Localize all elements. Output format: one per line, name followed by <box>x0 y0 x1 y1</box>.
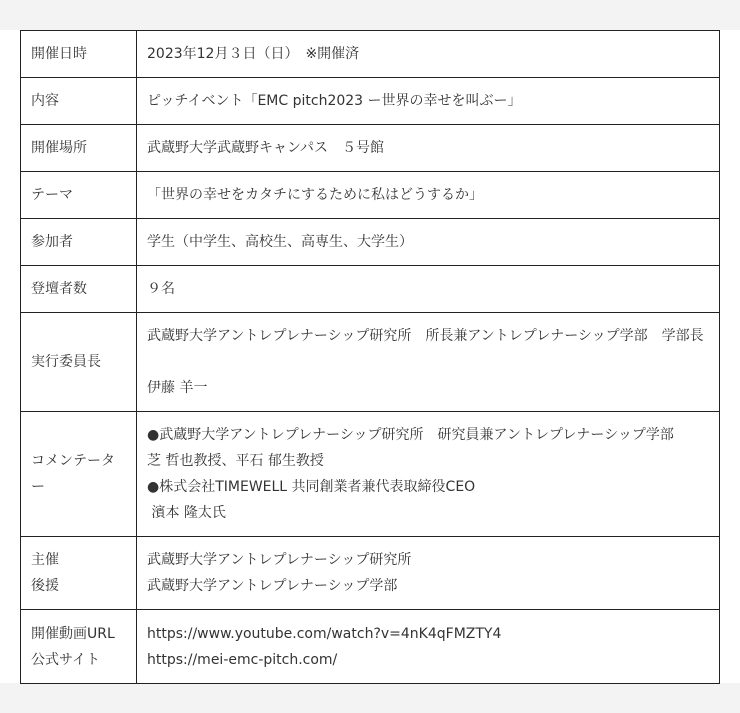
value-speaker-count: ９名 <box>137 266 720 313</box>
page-background <box>0 30 740 683</box>
label-committee-chair: 実行委員長 <box>21 313 137 412</box>
video-url-link[interactable]: https://www.youtube.com/watch?v=4nK4qFMZTY4 <box>147 625 502 642</box>
value-theme: 「世界の幸せをカタチにするために私はどうするか」 <box>137 172 720 219</box>
value-venue: 武蔵野大学武蔵野キャンパス ５号館 <box>137 125 720 172</box>
label-date: 開催日時 <box>21 31 137 78</box>
label-commentators: コメンテータ ー <box>21 412 137 537</box>
value-commentators: ●武蔵野大学アントレプレナーシップ研究所 研究員兼アントレプレナーシップ学部 芝 哲也教授、平石 郁生教授 ●株式会社TIMEWELL 共同創業者兼代表取締役CEO 濱本 隆太氏 <box>137 412 720 537</box>
event-info-table <box>20 30 720 684</box>
official-site-link[interactable]: https://mei-emc-pitch.com/ <box>147 651 338 668</box>
value-organizer: 武蔵野大学アントレプレナーシップ研究所 武蔵野大学アントレプレナーシップ学部 <box>137 537 720 610</box>
row-committee-chair <box>21 313 720 412</box>
row-organizer <box>21 537 720 610</box>
row-speaker-count <box>21 266 720 313</box>
value-participants: 学生（中学生、高校生、高専生、大学生） <box>137 219 720 266</box>
label-urls: 開催動画URL 公式サイト <box>21 610 137 684</box>
row-urls <box>21 610 720 684</box>
row-participants <box>21 219 720 266</box>
value-content: ピッチイベント「EMC pitch2023 ー世界の幸せを叫ぶー」 <box>137 78 720 125</box>
value-date: 2023年12月３日（日） ※開催済 <box>137 31 720 78</box>
row-content <box>21 78 720 125</box>
label-organizer: 主催 後援 <box>21 537 137 610</box>
value-urls <box>137 610 720 684</box>
label-theme: テーマ <box>21 172 137 219</box>
label-participants: 参加者 <box>21 219 137 266</box>
row-date <box>21 31 720 78</box>
label-speaker-count: 登壇者数 <box>21 266 137 313</box>
value-committee-chair: 武蔵野大学アントレプレナーシップ研究所 所長兼アントレプレナーシップ学部 学部長 伊藤 羊一 <box>137 313 720 412</box>
row-commentators <box>21 412 720 537</box>
label-content: 内容 <box>21 78 137 125</box>
line-gap <box>147 349 709 375</box>
label-venue: 開催場所 <box>21 125 137 172</box>
row-theme <box>21 172 720 219</box>
row-venue <box>21 125 720 172</box>
